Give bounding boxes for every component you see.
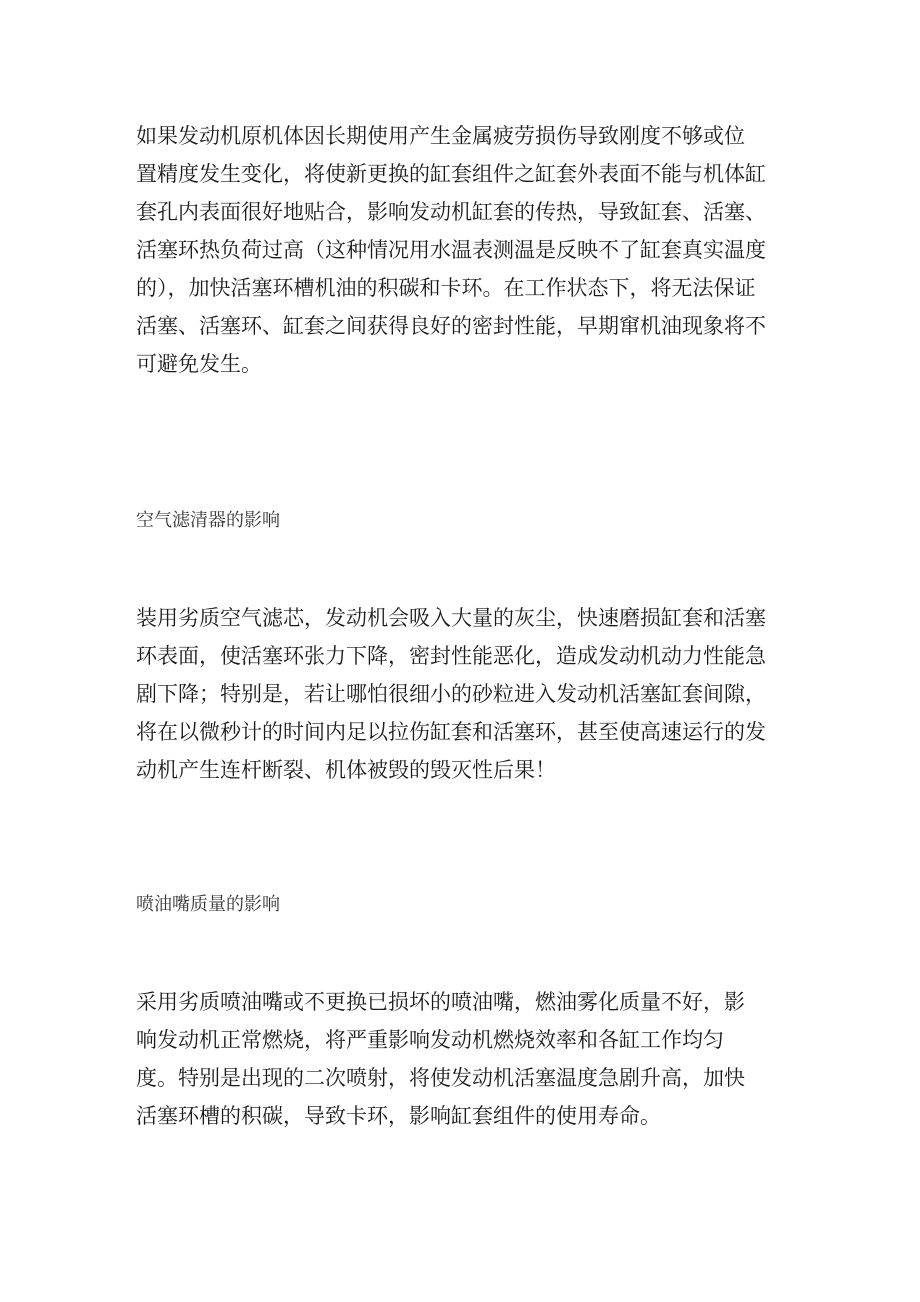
paragraph-line: 环表面，使活塞环张力下降，密封性能恶化，造成发动机动力性能急 (136, 644, 766, 668)
paragraph-line: 装用劣质空气滤芯，发动机会吸入大量的灰尘，快速磨损缸套和活塞 (136, 606, 766, 630)
paragraph-line: 套孔内表面很好地贴合，影响发动机缸套的传热，导致缸套、活塞、 (136, 200, 766, 224)
paragraph-line: 采用劣质喷油嘴或不更换已损坏的喷油嘴，燃油雾化质量不好，影 (136, 990, 745, 1014)
section-heading-air-filter (136, 506, 836, 536)
paragraph-line: 可避免发生。 (136, 352, 262, 376)
paragraph-injector (136, 983, 836, 1135)
paragraph-cylinder-liner (136, 117, 836, 383)
paragraph-line: 的），加快活塞环槽机油的积碳和卡环。在工作状态下，将无法保证 (136, 276, 756, 300)
paragraph-line: 置精度发生变化，将使新更换的缸套组件之缸套外表面不能与机体缸 (136, 162, 766, 186)
paragraph-line: 如果发动机原机体因长期使用产生金属疲劳损伤导致刚度不够或位 (136, 124, 745, 148)
section-heading-injector (136, 890, 836, 920)
paragraph-line: 将在以微秒计的时间内足以拉伤缸套和活塞环，甚至使高速运行的发 (136, 720, 766, 744)
paragraph-line: 动机产生连杆断裂、机体被毁的毁灭性后果！ (136, 758, 556, 782)
paragraph-air-filter (136, 599, 836, 789)
paragraph-line: 活塞环槽的积碳，导致卡环，影响缸套组件的使用寿命。 (136, 1104, 661, 1128)
paragraph-line: 响发动机正常燃烧，将严重影响发动机燃烧效率和各缸工作均匀 (136, 1028, 724, 1052)
paragraph-line: 活塞、活塞环、缸套之间获得良好的密封性能，早期窜机油现象将不 (136, 314, 766, 338)
paragraph-line: 活塞环热负荷过高（这种情况用水温表测温是反映不了缸套真实温度 (136, 238, 766, 262)
paragraph-line: 剧下降；特别是，若让哪怕很细小的砂粒进入发动机活塞缸套间隙， (136, 682, 766, 706)
section-heading: 喷油嘴质量的影响 (136, 894, 280, 915)
section-heading: 空气滤清器的影响 (136, 510, 280, 531)
paragraph-line: 度。特别是出现的二次喷射，将使发动机活塞温度急剧升高，加快 (136, 1066, 745, 1090)
